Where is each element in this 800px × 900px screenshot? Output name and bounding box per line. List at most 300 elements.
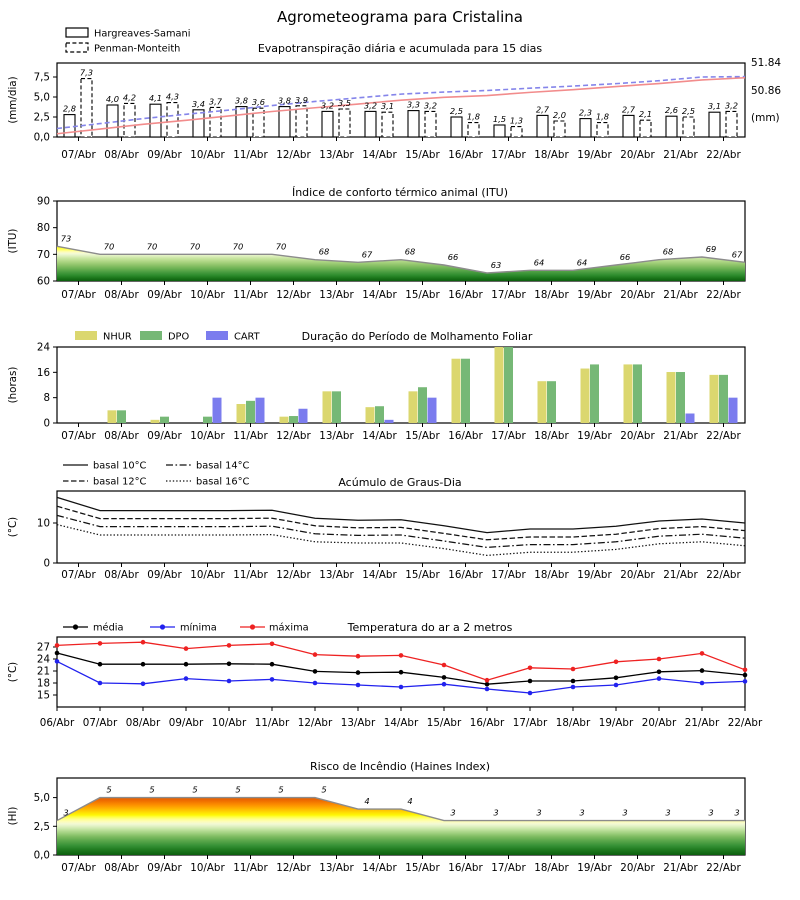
chart-text: 2,5 xyxy=(681,106,696,116)
dpo-swatch xyxy=(140,331,162,340)
graus-dia-ylabel: (°C) xyxy=(7,516,19,538)
chart-text: 2,5 xyxy=(33,111,50,124)
haines-ylabel: (HI) xyxy=(7,806,19,826)
chart-text: 3 xyxy=(450,807,456,818)
chart-text: 15 xyxy=(36,689,50,702)
bar-penman xyxy=(726,111,737,137)
chart-text: 09/Abr xyxy=(147,569,182,581)
chart-text: 18/Abr xyxy=(534,149,569,161)
chart-text: 3,3 xyxy=(406,99,421,110)
chart-text: 17/Abr xyxy=(491,862,526,874)
basal10-legend-label: basal 10°C xyxy=(93,460,147,472)
marker-média xyxy=(571,679,576,684)
bar-penman xyxy=(468,123,479,137)
bar-dpo xyxy=(547,381,556,423)
marker-máxima xyxy=(442,663,447,668)
bar-penman xyxy=(554,121,565,137)
marker-máxima xyxy=(743,668,748,673)
chart-text: 70 xyxy=(36,248,50,261)
molhamento-title: Duração do Período de Molhamento Foliar xyxy=(301,330,533,343)
bar-dpo xyxy=(461,359,470,423)
chart-text: 07/Abr xyxy=(82,717,118,729)
chart-text: 18 xyxy=(36,677,50,690)
chart-text: 3 xyxy=(622,807,628,818)
chart-text: 4,1 xyxy=(148,93,163,104)
evapo-plot xyxy=(34,63,745,161)
chart-text: 3,7 xyxy=(208,96,223,107)
bar-dpo xyxy=(117,410,126,423)
chart-text: 13/Abr xyxy=(319,430,354,442)
marker-média xyxy=(313,669,318,674)
chart-text: 16/Abr xyxy=(469,717,505,729)
chart-text: 20/Abr xyxy=(620,289,655,301)
chart-text: 68 xyxy=(662,246,674,257)
chart-text: 20/Abr xyxy=(620,149,655,161)
marker-mínima xyxy=(442,682,447,687)
chart-text: 2,1 xyxy=(638,109,653,120)
basal16-legend-label: basal 16°C xyxy=(196,476,250,488)
chart-text: 21/Abr xyxy=(663,862,698,874)
chart-text: 11/Abr xyxy=(233,289,268,301)
chart-text: 16/Abr xyxy=(448,569,483,581)
chart-text: 2,6 xyxy=(664,105,679,116)
panel-temperatura xyxy=(7,621,763,729)
bar-dpo xyxy=(375,406,384,423)
bar-nhur xyxy=(624,364,633,423)
chart-text: 15/Abr xyxy=(405,862,440,874)
chart-text: 70 xyxy=(275,241,287,252)
bar-dpo xyxy=(719,375,728,423)
cart-swatch xyxy=(206,331,228,340)
chart-text: 10/Abr xyxy=(190,862,225,874)
chart-text: 10/Abr xyxy=(190,149,225,161)
marker-média xyxy=(141,662,146,667)
marker-máxima xyxy=(313,652,318,657)
chart-text: 12/Abr xyxy=(276,149,311,161)
chart-text: 15/Abr xyxy=(426,717,462,729)
chart-text: 68 xyxy=(318,246,330,257)
bar-hargreaves xyxy=(494,125,505,137)
chart-text: 09/Abr xyxy=(168,717,204,729)
cart-legend-label: CART xyxy=(234,331,260,343)
bar-penman xyxy=(683,117,694,137)
graus-dia-plot xyxy=(37,491,745,581)
bar-nhur xyxy=(108,410,117,423)
marker-máxima xyxy=(657,657,662,662)
marker-média xyxy=(485,682,490,687)
chart-text: 17/Abr xyxy=(491,430,526,442)
chart-text: 14/Abr xyxy=(362,862,397,874)
chart-text: 5 xyxy=(278,784,284,795)
chart-text: 08/Abr xyxy=(104,149,139,161)
temperatura-ylabel: (°C) xyxy=(7,661,19,683)
chart-text: 10 xyxy=(36,517,50,530)
chart-text: 20/Abr xyxy=(620,430,655,442)
chart-text: 07/Abr xyxy=(61,430,96,442)
marker-mínima xyxy=(571,685,576,690)
chart-text: 20/Abr xyxy=(641,717,677,729)
bar-dpo xyxy=(246,401,255,423)
evapo-title: Evapotranspiração diária e acumulada para 15 dias xyxy=(257,42,543,55)
chart-text: 14/Abr xyxy=(362,430,397,442)
chart-text: 24 xyxy=(36,653,50,666)
chart-text: 7,5 xyxy=(33,71,50,84)
itu-area xyxy=(57,246,745,281)
panel-evapotranspiracao xyxy=(7,28,781,161)
chart-text: 13/Abr xyxy=(319,569,354,581)
temperatura-title: Temperatura do ar a 2 metros xyxy=(347,621,513,634)
chart-text: 5,0 xyxy=(33,792,50,805)
chart-text: 08/Abr xyxy=(104,430,139,442)
bar-hargreaves xyxy=(451,117,462,137)
marker-mínima xyxy=(485,687,490,692)
bar-nhur xyxy=(237,404,246,423)
chart-text: 0,0 xyxy=(33,131,50,144)
chart-text: 68 xyxy=(404,246,416,257)
chart-text: 09/Abr xyxy=(147,862,182,874)
chart-text: 19/Abr xyxy=(577,430,612,442)
chart-text: 21/Abr xyxy=(663,430,698,442)
bar-nhur xyxy=(710,375,719,423)
chart-text: 17/Abr xyxy=(491,149,526,161)
chart-text: 11/Abr xyxy=(233,430,268,442)
chart-text: 13/Abr xyxy=(319,149,354,161)
bar-nhur xyxy=(581,369,590,423)
chart-text: 2,3 xyxy=(578,107,593,118)
evapo-ylabel: (mm/dia) xyxy=(7,76,19,124)
bar-dpo xyxy=(590,364,599,423)
bar-hargreaves xyxy=(408,111,419,137)
chart-text: 4 xyxy=(364,796,370,807)
chart-text: 80 xyxy=(36,222,50,235)
chart-text: 16 xyxy=(36,366,50,379)
marker-mínima xyxy=(313,681,318,686)
chart-text: 20/Abr xyxy=(620,862,655,874)
chart-text: 70 xyxy=(232,241,244,252)
bar-penman xyxy=(425,111,436,137)
bar-cart xyxy=(385,420,394,423)
chart-text: 12/Abr xyxy=(276,862,311,874)
bar-nhur xyxy=(151,420,160,423)
chart-text: 67 xyxy=(361,249,373,260)
bar-hargreaves xyxy=(666,116,677,137)
chart-text: 70 xyxy=(103,241,115,252)
evapo-legend xyxy=(66,28,190,55)
bar-dpo xyxy=(203,417,212,423)
chart-text: 66 xyxy=(447,252,459,262)
bar-nhur xyxy=(366,407,375,423)
itu-plot xyxy=(37,196,745,302)
penman-total-label: 51.84 xyxy=(751,57,782,69)
bar-nhur xyxy=(495,347,504,423)
panel-haines xyxy=(7,760,745,874)
line-basal-16°C xyxy=(57,525,745,556)
marker-média xyxy=(227,662,232,667)
marker-média xyxy=(270,662,275,667)
chart-text: 20/Abr xyxy=(620,569,655,581)
chart-text: 22/Abr xyxy=(706,569,741,581)
chart-text: 4,0 xyxy=(105,94,120,104)
chart-text: 1,5 xyxy=(492,114,507,124)
chart-text: 12/Abr xyxy=(276,430,311,442)
panel-molhamento xyxy=(7,330,745,442)
penman-legend-label: Penman-Monteith xyxy=(94,43,181,55)
chart-text: 64 xyxy=(576,257,588,268)
bar-nhur xyxy=(323,391,332,423)
haines-title: Risco de Incêndio (Haines Index) xyxy=(309,760,491,773)
itu-title: Índice de conforto térmico animal (ITU) xyxy=(291,186,509,199)
chart-text: 4,2 xyxy=(122,92,137,103)
page-title: Agrometeograma para Cristalina xyxy=(277,8,523,26)
chart-text: 12/Abr xyxy=(276,569,311,581)
chart-text: 09/Abr xyxy=(147,289,182,301)
chart-text: 3,2 xyxy=(724,100,739,111)
bar-dpo xyxy=(332,391,341,423)
bar-hargreaves xyxy=(64,115,75,137)
chart-text: 21/Abr xyxy=(684,717,720,729)
maxima-marker-sample xyxy=(250,624,255,629)
chart-text: 07/Abr xyxy=(61,149,96,161)
chart-text: 2,7 xyxy=(535,104,550,115)
marker-média xyxy=(657,670,662,675)
chart-text: 22/Abr xyxy=(727,717,763,729)
chart-text: 16/Abr xyxy=(448,430,483,442)
marker-máxima xyxy=(614,660,619,665)
chart-text: 08/Abr xyxy=(125,717,161,729)
marker-média xyxy=(528,679,533,684)
bar-dpo xyxy=(504,347,513,423)
chart-text: 07/Abr xyxy=(61,862,96,874)
chart-text: 21/Abr xyxy=(663,569,698,581)
chart-text: 63 xyxy=(490,260,502,270)
bar-nhur xyxy=(409,391,418,423)
right-axis-unit: (mm) xyxy=(751,112,780,124)
marker-mínima xyxy=(141,682,146,687)
chart-text: 18/Abr xyxy=(534,569,569,581)
chart-text: 3 xyxy=(734,807,740,818)
chart-text: 22/Abr xyxy=(706,430,741,442)
chart-text: 3 xyxy=(536,807,542,818)
bar-penman xyxy=(339,109,350,137)
marker-máxima xyxy=(141,640,146,645)
marker-média xyxy=(614,676,619,681)
bar-dpo xyxy=(633,364,642,423)
hargreaves-legend-label: Hargreaves-Samani xyxy=(94,28,191,40)
bar-cart xyxy=(299,409,308,423)
chart-text: 3,1 xyxy=(707,101,722,112)
chart-text: 15/Abr xyxy=(405,569,440,581)
chart-text: 11/Abr xyxy=(233,862,268,874)
chart-text: 22/Abr xyxy=(706,862,741,874)
chart-text: 1,8 xyxy=(595,111,610,122)
bar-hargreaves xyxy=(322,111,333,137)
marker-mínima xyxy=(399,685,404,690)
chart-text: 16/Abr xyxy=(448,149,483,161)
marker-mínima xyxy=(184,676,189,681)
chart-text: 11/Abr xyxy=(233,569,268,581)
chart-text: 13/Abr xyxy=(319,862,354,874)
chart-text: 3 xyxy=(579,807,585,818)
chart-text: 3,2 xyxy=(363,100,378,111)
bar-cart xyxy=(686,414,695,424)
chart-text: 73 xyxy=(60,233,72,244)
marker-média xyxy=(442,675,447,680)
marker-mínima xyxy=(743,679,748,684)
bar-penman xyxy=(640,120,651,137)
chart-text: 18/Abr xyxy=(534,862,569,874)
bar-dpo xyxy=(676,372,685,423)
chart-text: 5,0 xyxy=(33,91,50,104)
marker-máxima xyxy=(55,643,60,648)
chart-text: 3,1 xyxy=(380,101,395,112)
bar-hargreaves xyxy=(580,119,591,137)
chart-text: 17/Abr xyxy=(491,289,526,301)
chart-text: 15/Abr xyxy=(405,149,440,161)
marker-mínima xyxy=(227,679,232,684)
marker-máxima xyxy=(528,666,533,671)
chart-text: 10/Abr xyxy=(190,289,225,301)
chart-text: 14/Abr xyxy=(362,569,397,581)
marker-mínima xyxy=(700,681,705,686)
bar-hargreaves xyxy=(709,112,720,137)
chart-text: 16/Abr xyxy=(448,289,483,301)
bar-cart xyxy=(213,398,222,423)
chart-text: 2,5 xyxy=(449,106,464,116)
chart-text: 5 xyxy=(235,784,241,795)
chart-text: 3,8 xyxy=(277,95,292,106)
chart-text: 5 xyxy=(192,784,198,795)
bar-dpo xyxy=(160,417,169,423)
molhamento-legend xyxy=(75,331,261,343)
bar-penman xyxy=(81,79,92,137)
bar-hargreaves xyxy=(537,115,548,137)
chart-text: 27 xyxy=(36,641,50,654)
chart-text: 22/Abr xyxy=(706,289,741,301)
chart-text: 07/Abr xyxy=(61,569,96,581)
chart-text: 0 xyxy=(43,557,50,570)
chart-text: 69 xyxy=(705,244,717,254)
chart-text: 2,0 xyxy=(552,110,567,120)
basal12-legend-label: basal 12°C xyxy=(93,476,147,488)
bar-penman xyxy=(296,106,307,137)
marker-máxima xyxy=(399,653,404,658)
chart-text: 10/Abr xyxy=(190,430,225,442)
chart-text: 0,0 xyxy=(33,849,50,862)
marker-média xyxy=(700,668,705,673)
chart-text: 2,7 xyxy=(621,104,636,115)
marker-mínima xyxy=(614,683,619,688)
haines-area xyxy=(57,798,745,855)
chart-text: 3,4 xyxy=(191,98,206,109)
marker-máxima xyxy=(98,641,103,646)
chart-text: 64 xyxy=(533,257,545,268)
chart-text: 3,5 xyxy=(337,98,352,108)
temperatura-legend xyxy=(63,622,309,634)
chart-text: 21/Abr xyxy=(663,289,698,301)
chart-text: 19/Abr xyxy=(577,289,612,301)
chart-text: 15/Abr xyxy=(405,430,440,442)
chart-text: 08/Abr xyxy=(104,569,139,581)
chart-text: 08/Abr xyxy=(104,289,139,301)
bar-dpo xyxy=(418,387,427,423)
molhamento-ylabel: (horas) xyxy=(7,366,19,404)
chart-text: 14/Abr xyxy=(383,717,419,729)
bar-penman xyxy=(382,112,393,137)
chart-text: 17/Abr xyxy=(512,717,548,729)
marker-máxima xyxy=(227,643,232,648)
dpo-legend-label: DPO xyxy=(168,331,190,343)
media-marker-sample xyxy=(73,624,78,629)
chart-text: 21/Abr xyxy=(663,149,698,161)
chart-text: 3,9 xyxy=(294,94,309,105)
chart-text: 3,8 xyxy=(234,95,249,106)
marker-mínima xyxy=(98,681,103,686)
penman-swatch xyxy=(66,43,88,52)
marker-máxima xyxy=(700,651,705,656)
chart-text: 3 xyxy=(708,807,714,818)
chart-text: 09/Abr xyxy=(147,149,182,161)
chart-text: 15/Abr xyxy=(405,289,440,301)
bar-penman xyxy=(511,127,522,137)
chart-text: 14/Abr xyxy=(362,149,397,161)
chart-text: 18/Abr xyxy=(534,430,569,442)
chart-text: 70 xyxy=(189,241,201,252)
chart-text: 5 xyxy=(106,784,112,795)
hargreaves-swatch xyxy=(66,28,88,37)
marker-máxima xyxy=(485,678,490,683)
haines-plot xyxy=(34,778,745,874)
minima-legend-label: mínima xyxy=(180,622,217,634)
chart-text: 07/Abr xyxy=(61,289,96,301)
chart-text: 09/Abr xyxy=(147,430,182,442)
chart-text: 18/Abr xyxy=(555,717,591,729)
graus-dia-title: Acúmulo de Graus-Dia xyxy=(338,476,462,489)
nhur-legend-label: NHUR xyxy=(103,331,132,343)
chart-text: 7,3 xyxy=(79,67,94,78)
chart-text: 8 xyxy=(43,392,50,405)
temperatura-plot xyxy=(37,637,763,729)
chart-text: 2,5 xyxy=(33,820,50,833)
chart-text: 22/Abr xyxy=(706,149,741,161)
marker-mínima xyxy=(356,683,361,688)
bar-penman xyxy=(597,123,608,137)
chart-text: 11/Abr xyxy=(254,717,290,729)
bar-hargreaves xyxy=(236,107,247,137)
bar-cart xyxy=(428,398,437,423)
marker-mínima xyxy=(528,691,533,696)
chart-text: 19/Abr xyxy=(598,717,634,729)
chart-text: 06/Abr xyxy=(39,717,75,729)
chart-text: 3,2 xyxy=(423,100,438,111)
basal14-legend-label: basal 14°C xyxy=(196,460,250,472)
bar-nhur xyxy=(452,359,461,423)
bar-nhur xyxy=(280,417,289,423)
panel-itu xyxy=(7,186,745,301)
chart-text: 66 xyxy=(619,252,631,262)
chart-text: 10/Abr xyxy=(211,717,247,729)
marker-média xyxy=(98,662,103,667)
chart-text: 4 xyxy=(407,796,413,807)
marker-máxima xyxy=(356,654,361,659)
marker-máxima xyxy=(571,667,576,672)
chart-text: 5 xyxy=(149,784,155,795)
chart-text: 13/Abr xyxy=(340,717,376,729)
chart-text: 17/Abr xyxy=(491,569,526,581)
molhamento-plot xyxy=(37,342,745,443)
marker-mínima xyxy=(657,676,662,681)
bar-penman xyxy=(167,103,178,137)
chart-text: 3,2 xyxy=(320,100,335,111)
